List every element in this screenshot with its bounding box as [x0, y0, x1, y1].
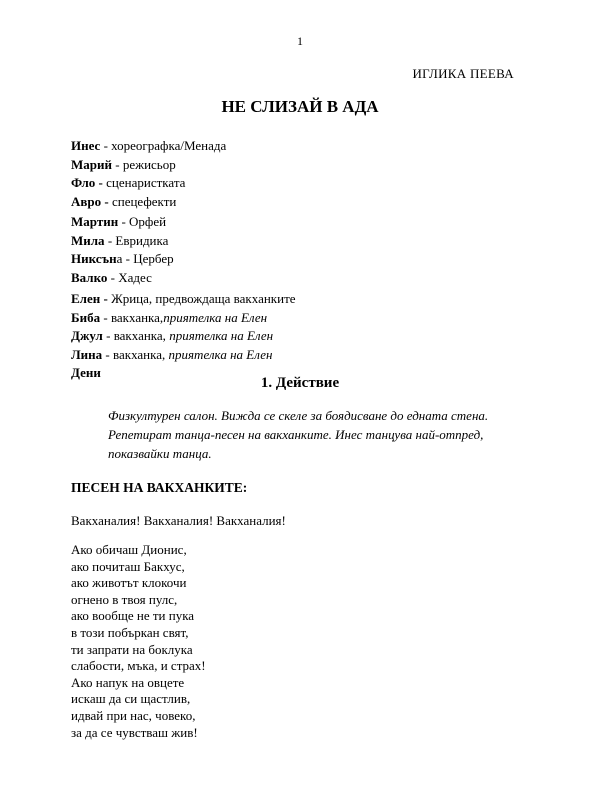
verse-line: ти запрати на боклука — [71, 641, 193, 657]
song-refrain: Вакханалия! Вакханалия! Вакханалия! — [71, 513, 286, 528]
cast-separator: - — [102, 328, 114, 343]
cast-line — [71, 137, 226, 156]
cast-role: Цербер — [133, 251, 174, 266]
cast-line — [71, 327, 296, 346]
cast-name: Валко — [71, 269, 108, 285]
verse-line: слабости, мъка, и страх! — [71, 658, 206, 674]
page-number: 1 — [297, 34, 303, 48]
cast-separator: - — [111, 156, 123, 172]
cast-role: Хадес — [118, 269, 152, 285]
cast-role: вакханка, — [113, 328, 170, 343]
song-heading: ПЕСЕН НА ВАКХАНКИТЕ: — [71, 480, 248, 495]
cast-role: Евридика — [115, 232, 169, 248]
verse-line: искаш да си щастлив, — [71, 691, 191, 707]
cast-role: Орфей — [129, 214, 167, 229]
cast-group-crew — [71, 137, 226, 211]
cast-name: Мила — [71, 232, 105, 248]
cast-role-note: приятелка на Елен — [163, 309, 268, 325]
cast-role: хореографка/Менада — [111, 138, 227, 153]
verse-line: ако животът клокочи — [71, 575, 187, 591]
cast-line — [71, 346, 296, 365]
cast-separator: - — [118, 214, 130, 229]
stage-direction: Физкултурен салон. Вижда се скеле за боядисване до едната стена. Репетират танца-песен на вакханките. Инес танцува най-отпред, показвайки танца. — [108, 408, 489, 461]
cast-group-myth — [71, 213, 174, 287]
cast-name: Никсън — [71, 251, 117, 266]
author-name: ИГЛИКА ПЕЕВА — [412, 66, 514, 81]
cast-line — [71, 290, 296, 309]
cast-role-note: приятелка на Елен — [169, 328, 274, 343]
cast-role: вакханка, — [113, 346, 169, 362]
cast-role: режисьор — [122, 156, 176, 172]
verse-line: огнено в твоя пулс, — [71, 591, 178, 607]
cast-separator: а - — [116, 251, 134, 266]
verse-line: за да се чувстваш жив! — [71, 724, 198, 740]
cast-name: Дени — [71, 365, 101, 380]
verse-line: Ако обичаш Дионис, — [71, 542, 187, 557]
verse-line: в този побъркан свят, — [71, 624, 189, 640]
cast-name: Биба — [71, 309, 101, 325]
play-title: НЕ СЛИЗАЙ В АДА — [221, 97, 379, 116]
cast-separator: - — [102, 346, 114, 362]
cast-role: Жрица, предвождаща вакханките — [111, 291, 296, 306]
verse-line: ако почиташ Бакхус, — [71, 558, 185, 574]
cast-role-note: приятелка на Елен — [168, 346, 273, 362]
cast-line — [71, 193, 226, 212]
cast-name: Инес — [71, 138, 101, 153]
cast-separator: - — [104, 232, 116, 248]
cast-name: Джул — [71, 328, 103, 343]
cast-name: Елен - — [71, 291, 108, 306]
cast-name: Фло - — [71, 175, 103, 190]
cast-separator: - — [107, 269, 119, 285]
cast-line — [71, 174, 226, 193]
cast-role: сценаристката — [106, 175, 186, 190]
cast-role: вакханка, — [110, 309, 164, 325]
cast-name: Авро - — [71, 193, 109, 209]
act-heading: 1. Действие — [260, 375, 340, 391]
cast-name: Мартин — [71, 214, 119, 229]
verse-line: Ако напук на овцете — [71, 674, 185, 690]
cast-separator: - — [100, 309, 111, 325]
cast-line — [71, 269, 174, 288]
verse-line: ако вообще не ти пука — [71, 608, 195, 624]
cast-line — [71, 250, 174, 269]
cast-line — [71, 213, 174, 232]
cast-name: Марий — [71, 156, 112, 172]
cast-line — [71, 309, 296, 328]
song-verse — [71, 542, 206, 741]
verse-line: идвай при нас, човеко, — [71, 707, 196, 723]
cast-separator: - — [100, 138, 112, 153]
cast-role: спецефекти — [111, 193, 177, 209]
cast-name: Лина — [71, 346, 103, 362]
cast-group-bacchae — [71, 290, 296, 383]
cast-line — [71, 156, 226, 175]
cast-line — [71, 232, 174, 251]
